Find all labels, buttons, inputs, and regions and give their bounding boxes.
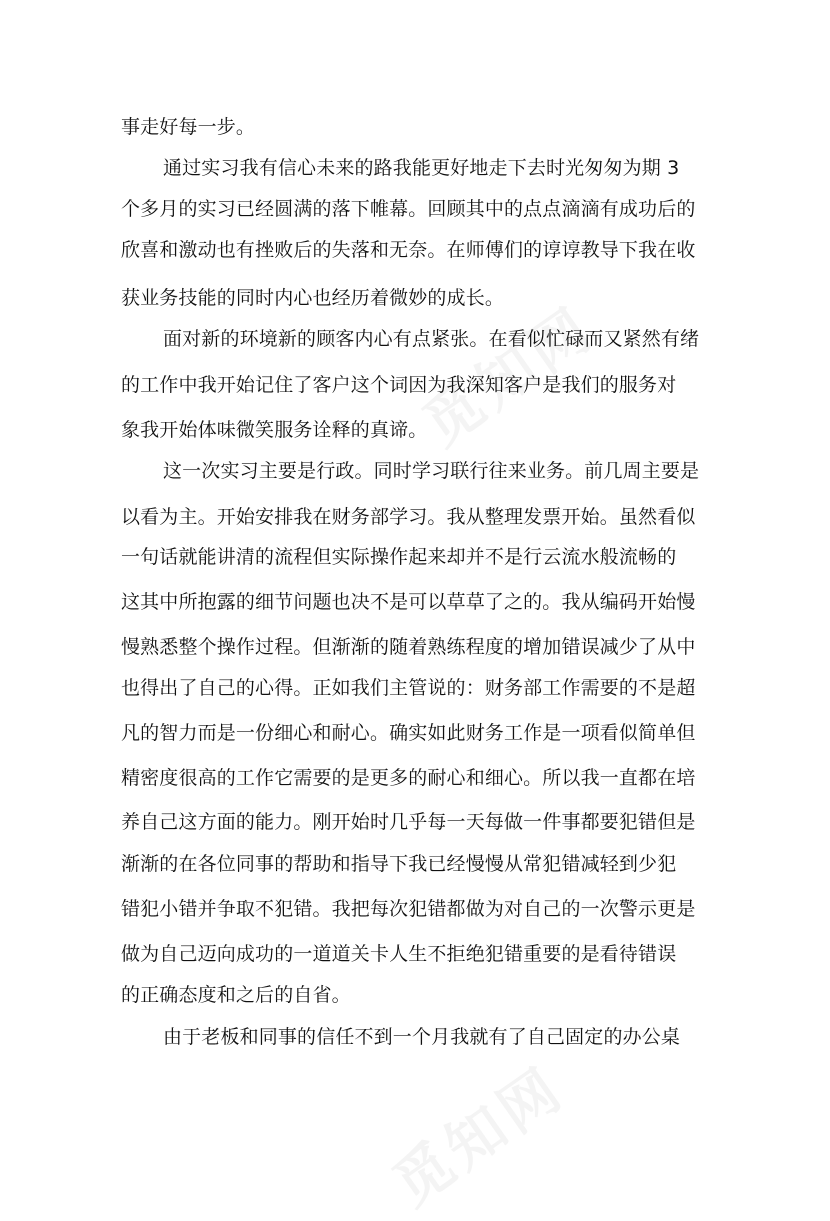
- paragraph-line: 欣喜和激动也有挫败后的失落和无奈。在师傅们的谆谆教导下我在收: [121, 239, 696, 261]
- paragraph-line: 获业务技能的同时内心也经历着微妙的成长。: [121, 287, 505, 309]
- paragraph-line: 象我开始体味微笑服务诠释的真谛。: [121, 419, 428, 441]
- paragraph-line: 个多月的实习已经圆满的落下帷幕。回顾其中的点点滴滴有成功后的: [121, 198, 696, 220]
- paragraph-line: 精密度很高的工作它需要的是更多的耐心和细心。所以我一直都在培: [121, 767, 696, 789]
- paragraph-line: 这一次实习主要是行政。同时学习联行往来业务。前几周主要是: [163, 460, 700, 482]
- paragraph-line: 的工作中我开始记住了客户这个词因为我深知客户是我们的服务对: [121, 374, 677, 396]
- paragraph-line: 养自己这方面的能力。刚开始时几乎每一天每做一件事都要犯错但是: [121, 811, 696, 833]
- paragraph-line: 以看为主。开始安排我在财务部学习。我从整理发票开始。虽然看似: [121, 506, 696, 528]
- paragraph-line: 做为自己迈向成功的一道道关卡人生不拒绝犯错重要的是看待错误: [121, 943, 677, 965]
- paragraph-line: 凡的智力而是一份细心和耐心。确实如此财务工作是一项看似简单但: [121, 722, 696, 744]
- paragraph-line: 错犯小错并争取不犯错。我把每次犯错都做为对自己的一次警示更是: [121, 898, 696, 920]
- paragraph-line: 面对新的环境新的顾客内心有点紧张。在看似忙碌而又紧然有绪: [163, 328, 700, 350]
- watermark: [373, 1043, 578, 1221]
- paragraph-line: 这其中所抱露的细节问题也决不是可以草草了之的。我从编码开始慢: [121, 591, 696, 613]
- paragraph-line: 由于老板和同事的信任不到一个月我就有了自己固定的办公桌: [163, 1026, 681, 1048]
- paragraph-line: 事走好每一步。: [121, 116, 256, 138]
- paragraph-line: 慢熟悉整个操作过程。但渐渐的随着熟练程度的增加错误减少了从中: [121, 636, 696, 658]
- paragraph-line: 也得出了自己的心得。正如我们主管说的：财务部工作需要的不是超: [121, 677, 696, 699]
- paragraph-line: 渐渐的在各位同事的帮助和指导下我已经慢慢从常犯错减轻到少犯: [121, 853, 677, 875]
- paragraph-line: 一句话就能讲清的流程但实际操作起来却并不是行云流水般流畅的: [121, 546, 677, 568]
- paragraph-line: 的正确态度和之后的自省。: [121, 984, 351, 1006]
- paragraph-line: 通过实习我有信心未来的路我能更好地走下去时光匆匆为期 3: [163, 157, 680, 179]
